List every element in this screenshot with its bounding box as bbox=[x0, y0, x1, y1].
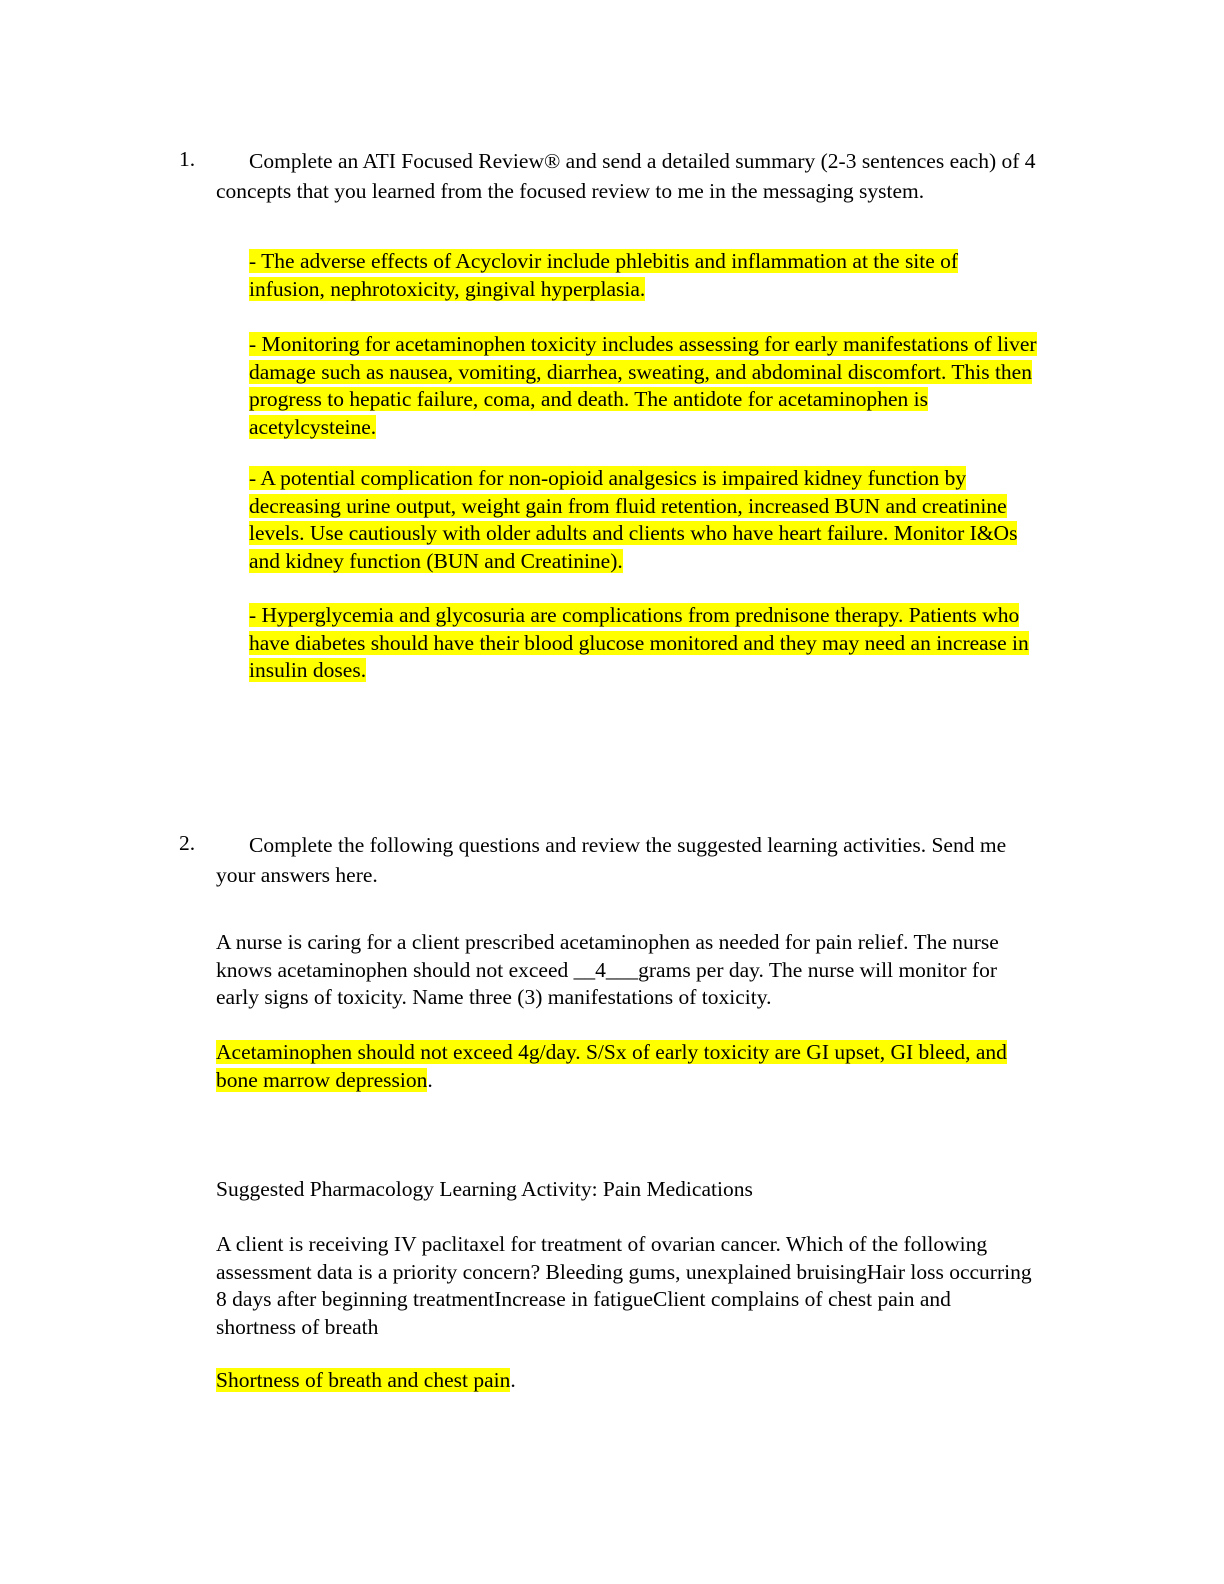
section-2-prompt: Complete the following questions and review the suggested learning activities. Send me your answers here. bbox=[216, 833, 1007, 887]
blank-post: ___ bbox=[605, 957, 639, 982]
question-paclitaxel: A client is receiving IV paclitaxel for treatment of ovarian cancer. Which of the following assessment data is a priority concern? Bleeding gums, unexplained bruisingHair loss occurring 8 days after beginning treatmentIncrease in fatigueClient complains of chest pain and shortness of breath bbox=[216, 1232, 1032, 1339]
highlighted-text: - The adverse effects of Acyclovir include phlebitis and inflammation at the site of infusion, nephrotoxicity, gingival hyperplasia. bbox=[249, 249, 959, 301]
section-1-prompt: Complete an ATI Focused Review® and send a detailed summary (2-3 sentences each) of 4 concepts that you learned from the focused review to me in the messaging system. bbox=[216, 149, 1036, 203]
answer-paclitaxel bbox=[216, 1367, 1036, 1395]
activity-title: Suggested Pharmacology Learning Activity: Pain Medications bbox=[216, 1177, 753, 1201]
highlighted-text: - Hyperglycemia and glycosuria are complications from prednisone therapy. Patients who have diabetes should have their blood glucose monitored and they may need an increase in insulin doses. bbox=[249, 603, 1029, 682]
highlighted-text: - Monitoring for acetaminophen toxicity includes assessing for early manifestations of liver damage such as nausea, vomiting, diarrhea, sweating, and abdominal discomfort. This then progress to hepatic failure, coma, and death. The antidote for acetaminophen is acetylcysteine. bbox=[249, 332, 1037, 439]
question-text-before: A nurse is caring for a client prescribed acetaminophen as needed for pain relief. The nurse knows acetaminophen should not exceed bbox=[216, 930, 999, 982]
highlighted-text: Acetaminophen should not exceed 4g/day. S/Sx of early toxicity are GI upset, GI bleed, and bone marrow depression bbox=[216, 1040, 1007, 1092]
answer-period: . bbox=[427, 1067, 433, 1092]
highlighted-text: - A potential complication for non-opioid analgesics is impaired kidney function by decreasing urine output, weight gain from fluid retention, increased BUN and creatinine levels. Use cautiously with older adults and clients who have heart failure. Monitor I&Os and kidney function (BUN and Creatinine). bbox=[249, 466, 1018, 573]
question-acetaminophen bbox=[216, 929, 1036, 1012]
answer-period: . bbox=[510, 1368, 516, 1392]
highlighted-text: Shortness of breath and chest pain bbox=[216, 1368, 511, 1392]
section-1-answer-2 bbox=[249, 331, 1039, 441]
section-1-answer-4 bbox=[249, 602, 1039, 685]
section-1-answer-1 bbox=[249, 248, 1039, 303]
question-text-after: grams per day. The nurse will monitor for early signs of toxicity. Name three (3) manifestations of toxicity. bbox=[216, 957, 997, 1009]
section-2-number: 2. bbox=[179, 831, 196, 855]
answer-acetaminophen bbox=[216, 1039, 1036, 1094]
blank-pre: __ bbox=[573, 957, 596, 982]
blank-value: 4 bbox=[595, 957, 606, 982]
section-1-number: 1. bbox=[179, 147, 196, 171]
section-1-answer-3 bbox=[249, 465, 1039, 575]
